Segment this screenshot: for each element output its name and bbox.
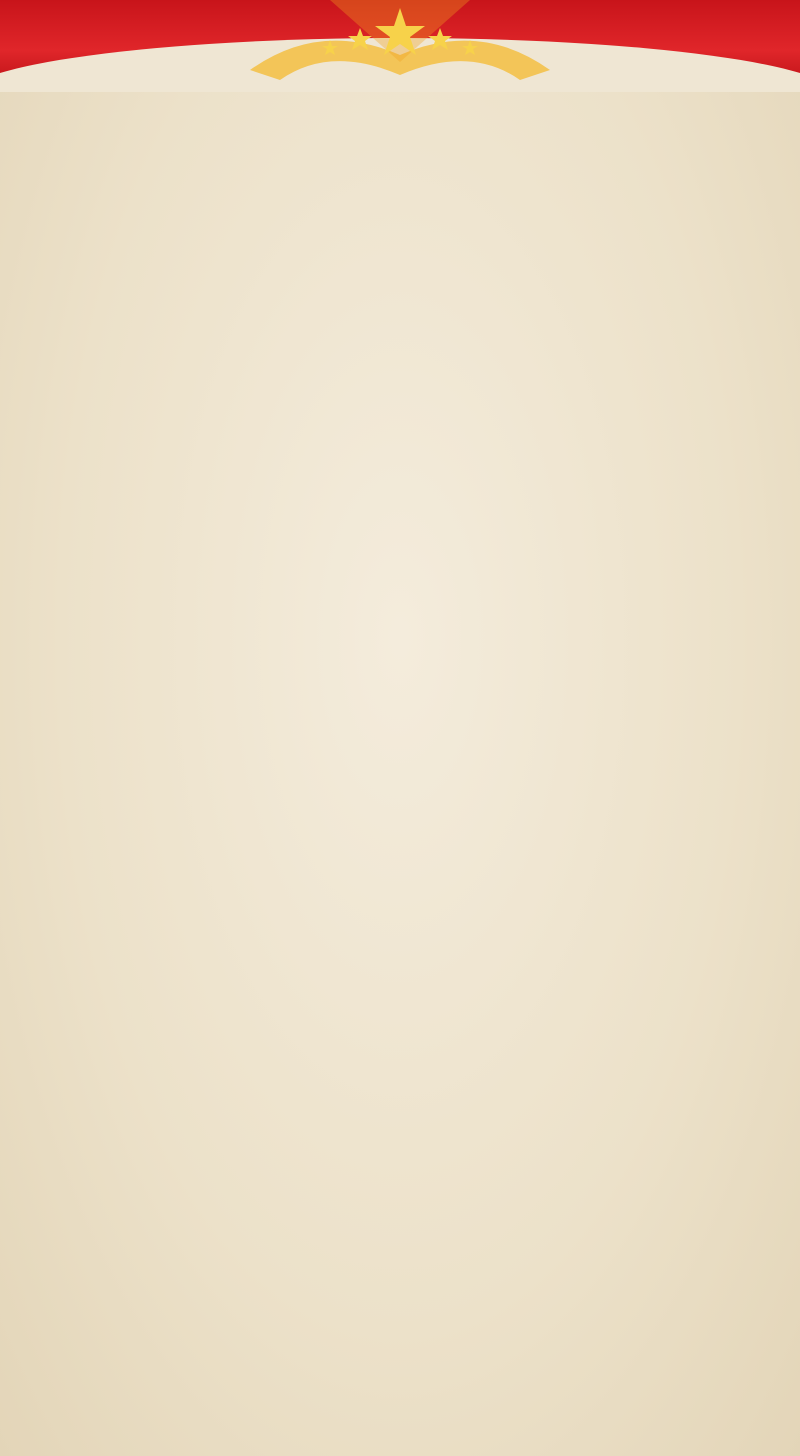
- star-emblem-icon: [0, 0, 800, 92]
- header-banner: [0, 0, 800, 92]
- paper-background: [0, 92, 800, 1456]
